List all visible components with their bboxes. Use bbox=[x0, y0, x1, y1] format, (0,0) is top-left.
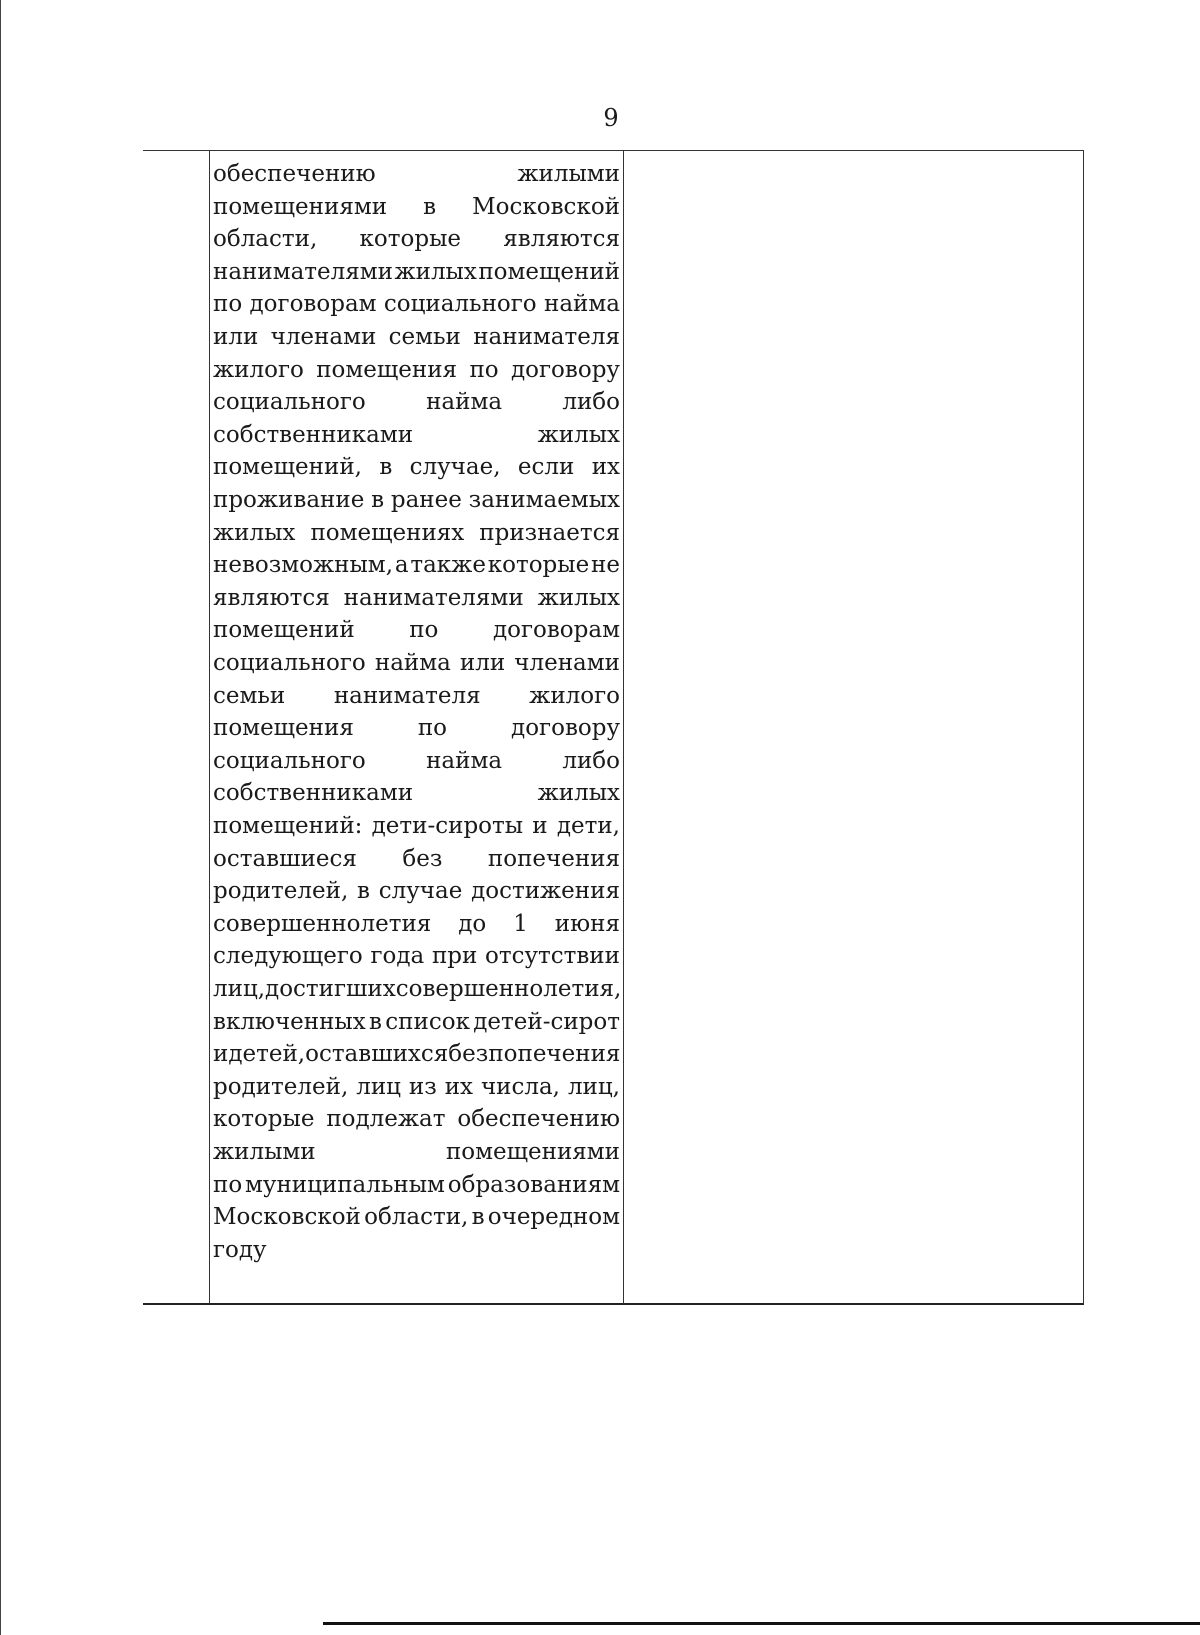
text-line bbox=[213, 516, 620, 550]
text-word: являются bbox=[503, 226, 620, 253]
text-word: признается bbox=[479, 519, 620, 546]
text-word: нанимателями bbox=[213, 258, 393, 285]
text-word: социального bbox=[213, 650, 366, 676]
text-word: по bbox=[409, 617, 439, 644]
text-word: найма bbox=[426, 389, 503, 416]
text-word: если bbox=[517, 454, 575, 481]
text-word: собственниками bbox=[213, 421, 414, 448]
text-word: семьи bbox=[213, 682, 286, 709]
text-word: занимаемых bbox=[468, 487, 620, 513]
text-line bbox=[213, 548, 620, 582]
text-word: которые bbox=[213, 1106, 315, 1133]
text-word: совершеннолетия bbox=[213, 910, 432, 937]
page-number: 9 bbox=[603, 104, 619, 132]
text-line bbox=[213, 1233, 620, 1267]
text-word: проживание bbox=[213, 487, 365, 513]
text-word: июня bbox=[554, 910, 620, 937]
text-line bbox=[213, 450, 620, 484]
text-word: и bbox=[213, 1041, 229, 1068]
text-word: году bbox=[213, 1236, 267, 1263]
text-word: включенных bbox=[213, 1008, 366, 1035]
text-word: найма bbox=[374, 650, 451, 676]
text-line bbox=[213, 1102, 620, 1136]
text-word: нанимателя bbox=[333, 682, 481, 709]
text-word: совершеннолетия, bbox=[395, 976, 622, 1002]
text-line bbox=[213, 483, 620, 517]
text-word: помещениями bbox=[445, 1139, 620, 1165]
text-word: области, bbox=[364, 1204, 469, 1231]
text-line bbox=[213, 809, 620, 843]
text-word: которые bbox=[359, 226, 461, 253]
text-line bbox=[213, 157, 620, 191]
text-word: договорам bbox=[249, 291, 377, 318]
text-word: найма bbox=[543, 291, 620, 318]
document-table bbox=[143, 150, 1084, 1305]
text-word: либо bbox=[562, 389, 620, 416]
text-word: список bbox=[385, 1008, 470, 1035]
text-word: по bbox=[213, 1171, 243, 1198]
text-word: 1 bbox=[513, 910, 528, 937]
text-line bbox=[213, 711, 620, 745]
text-word: социального bbox=[383, 291, 537, 318]
text-word: по bbox=[213, 291, 243, 318]
text-word: следующего bbox=[213, 943, 363, 970]
table-column-empty bbox=[624, 150, 1084, 1305]
text-word: жилых bbox=[537, 421, 620, 448]
text-word: помещений bbox=[478, 258, 620, 285]
text-word: нанимателями bbox=[343, 584, 524, 611]
text-word: которые bbox=[487, 552, 590, 579]
text-word: образованиям bbox=[447, 1171, 620, 1198]
text-word: детей-сирот bbox=[473, 1008, 620, 1035]
text-word: социального bbox=[213, 747, 366, 774]
table-column-number bbox=[143, 150, 209, 1305]
text-word: их bbox=[444, 1073, 473, 1100]
text-word: отсутствии bbox=[485, 943, 620, 970]
text-word: по bbox=[469, 356, 499, 383]
text-line bbox=[213, 581, 620, 615]
text-word: по bbox=[417, 715, 448, 742]
text-word: родителей, bbox=[213, 878, 349, 905]
text-word: или bbox=[213, 324, 259, 350]
text-word: Московской bbox=[472, 193, 620, 220]
text-word: жилых bbox=[537, 780, 620, 807]
text-word: нанимателя bbox=[473, 324, 620, 350]
text-word: оставшиеся bbox=[213, 845, 357, 872]
text-line bbox=[213, 1005, 620, 1039]
text-word: помещений: bbox=[213, 813, 363, 839]
text-line bbox=[213, 939, 620, 973]
text-word: не bbox=[591, 552, 620, 579]
text-line bbox=[213, 679, 620, 713]
text-line bbox=[213, 646, 620, 680]
text-word: а bbox=[394, 552, 409, 579]
text-word: в bbox=[379, 454, 393, 481]
text-word: договору bbox=[511, 715, 620, 742]
text-word: из bbox=[408, 1073, 437, 1100]
text-word: ранее bbox=[390, 487, 462, 513]
text-word: договору bbox=[511, 356, 620, 383]
text-word: родителей, bbox=[213, 1073, 349, 1100]
text-word: при bbox=[431, 943, 478, 970]
text-word: без bbox=[448, 1041, 489, 1068]
text-word: лиц, bbox=[213, 976, 266, 1002]
text-word: в bbox=[369, 1008, 382, 1035]
text-word: либо bbox=[562, 747, 620, 774]
text-line bbox=[213, 385, 620, 419]
text-word: их bbox=[591, 454, 620, 481]
text-word: в bbox=[371, 487, 385, 513]
text-word: также bbox=[410, 552, 486, 579]
text-word: оставшихся bbox=[305, 1041, 449, 1068]
text-line bbox=[213, 320, 620, 354]
text-line bbox=[213, 1037, 620, 1071]
text-line bbox=[213, 1135, 620, 1169]
text-line bbox=[213, 776, 620, 810]
text-line bbox=[213, 418, 620, 452]
table-column-text bbox=[209, 150, 624, 1305]
text-word: договорам bbox=[492, 617, 620, 644]
text-word: попечения bbox=[488, 1041, 621, 1068]
text-line bbox=[213, 1070, 620, 1104]
text-word: до bbox=[458, 910, 487, 937]
text-line bbox=[213, 744, 620, 778]
text-line bbox=[213, 353, 620, 387]
text-word: членами bbox=[270, 324, 377, 350]
text-word: семьи bbox=[388, 324, 461, 350]
text-word: случае, bbox=[409, 454, 501, 481]
text-word: числа, bbox=[480, 1073, 560, 1100]
text-word: попечения bbox=[487, 845, 620, 872]
text-word: являются bbox=[213, 584, 330, 611]
text-word: очередном bbox=[487, 1204, 620, 1231]
text-word: обеспечению bbox=[213, 161, 376, 187]
text-word: жилых bbox=[537, 584, 620, 611]
text-line bbox=[213, 842, 620, 876]
text-word: жилого bbox=[213, 356, 304, 383]
text-line bbox=[213, 255, 620, 289]
text-word: помещений bbox=[213, 617, 355, 644]
text-word: и bbox=[532, 813, 548, 839]
text-word: подлежат bbox=[326, 1106, 446, 1133]
text-word: достигших bbox=[265, 976, 396, 1002]
scan-edge-left bbox=[0, 0, 1, 1635]
text-word: помещения bbox=[213, 715, 354, 742]
text-word: в bbox=[471, 1204, 485, 1231]
text-word: Московской bbox=[213, 1204, 361, 1231]
text-line bbox=[213, 907, 620, 941]
text-word: детей, bbox=[228, 1041, 306, 1068]
text-word: членами bbox=[514, 650, 620, 676]
text-line bbox=[213, 1200, 620, 1234]
text-word: года bbox=[370, 943, 425, 970]
text-word: случае bbox=[378, 878, 463, 905]
text-word: или bbox=[459, 650, 506, 676]
text-word: жилыми bbox=[517, 161, 620, 187]
text-line bbox=[213, 613, 620, 647]
text-word: муниципальным bbox=[245, 1171, 445, 1198]
text-line bbox=[213, 222, 620, 256]
text-word: социального bbox=[213, 389, 366, 416]
scan-footer-line bbox=[323, 1622, 1200, 1625]
text-word: лиц bbox=[356, 1073, 401, 1100]
text-word: жилых bbox=[394, 258, 477, 285]
text-word: без bbox=[402, 845, 443, 872]
text-word: достижения bbox=[471, 878, 620, 905]
text-word: в bbox=[423, 193, 437, 220]
text-word: помещений, bbox=[213, 454, 362, 481]
text-word: помещениями bbox=[213, 193, 388, 220]
text-word: обеспечению bbox=[457, 1106, 620, 1133]
text-word: невозможным, bbox=[213, 552, 394, 579]
text-word: жилого bbox=[529, 682, 620, 709]
text-line bbox=[213, 972, 620, 1006]
text-line bbox=[213, 1168, 620, 1202]
text-word: области, bbox=[213, 226, 318, 253]
text-word: жилыми bbox=[213, 1139, 316, 1165]
text-word: в bbox=[357, 878, 370, 905]
text-word: найма bbox=[426, 747, 503, 774]
text-line bbox=[213, 874, 620, 908]
text-word: жилых bbox=[213, 519, 296, 546]
text-line bbox=[213, 190, 620, 224]
text-word: собственниками bbox=[213, 780, 414, 807]
text-word: дети, bbox=[556, 813, 620, 839]
text-word: помещениях bbox=[310, 519, 465, 546]
text-word: помещения bbox=[316, 356, 458, 383]
text-word: дети-сироты bbox=[371, 813, 524, 839]
text-word: лиц, bbox=[567, 1073, 620, 1100]
text-line bbox=[213, 287, 620, 321]
